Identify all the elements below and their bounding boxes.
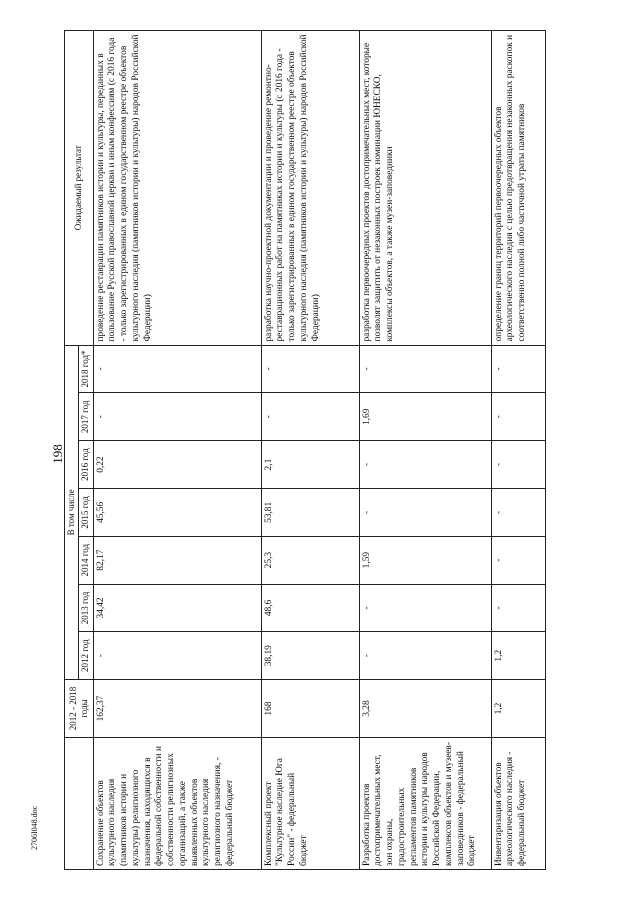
row-name: Комплексный проект "Культурное наследие Юга России" - федеральный бюджет	[261, 737, 359, 869]
header-year: 2012 год	[79, 632, 93, 680]
row-value: -	[359, 441, 491, 489]
row-result: разработка первоочередных проектов достопримечательных мест, которые позволят защитить от незаконных построек номинации ЮНЕСКО, комплексы объектов, а также музеи-заповедники	[359, 31, 491, 346]
header-year: 2015 год	[79, 488, 93, 536]
header-group: В том числе	[65, 345, 79, 680]
header-year: 2016 год	[79, 441, 93, 489]
header-name-cell	[65, 737, 94, 869]
row-value: 1,69	[359, 393, 491, 441]
row-value: 38,19	[261, 632, 359, 680]
row-value: 82,17	[93, 536, 261, 584]
table-row	[359, 31, 491, 870]
row-value: -	[93, 393, 261, 441]
rotated-table-container	[64, 30, 544, 870]
row-value: -	[93, 632, 261, 680]
row-value: -	[491, 393, 545, 441]
header-result: Ожидаемый результат	[65, 31, 94, 346]
header-year: 2013 год	[79, 584, 93, 632]
row-value: -	[491, 488, 545, 536]
row-name: Инвентаризация объектов археологического наследия - федеральный бюджет	[491, 737, 545, 869]
row-total: 1,2	[491, 680, 545, 738]
row-value: 2,1	[261, 441, 359, 489]
row-value: -	[359, 632, 491, 680]
row-value: -	[93, 345, 261, 393]
table-row	[261, 31, 359, 870]
header-total: 2012 - 2018 годы	[65, 680, 94, 738]
row-result: определение границ территорий первоочередных объектов археологического наследия с целью предотвращения незаконных раскопок и соответственно полной либо частичной утраты памятников	[491, 31, 545, 346]
footer-doc-code: 2706I048.doc	[30, 805, 39, 850]
row-value: -	[491, 536, 545, 584]
row-value: -	[359, 584, 491, 632]
row-value: -	[359, 488, 491, 536]
header-row-1	[65, 31, 79, 870]
row-result: проведение реставрации памятников истории и культуры, переданных в пользование Русской православной церкви и иным конфессиям (с 2016 года - только зарегистрированных в едином государственном реестре объектов культурного наследия (памятников истории и культуры) народов Российской Федерации)	[93, 31, 261, 346]
row-result: разработка научно-проектной документации и проведение ремонтно-реставрационных работ на памятниках истории и культуры (с 2016 года - только зарегистрированных в едином государственном реестре объектов культурного наследия (памятников истории и культуры) народов Российской Федерации)	[261, 31, 359, 346]
row-value: 1,59	[359, 536, 491, 584]
header-year: 2014 год	[79, 536, 93, 584]
header-year: 2018 год*	[79, 345, 93, 393]
program-table	[64, 30, 546, 870]
header-year: 2017 год	[79, 393, 93, 441]
row-value: -	[261, 393, 359, 441]
row-total: 162,37	[93, 680, 261, 738]
row-value: 45,56	[93, 488, 261, 536]
row-value: -	[359, 345, 491, 393]
row-value: 25,3	[261, 536, 359, 584]
page-number: 198	[49, 444, 65, 464]
row-total: 3,28	[359, 680, 491, 738]
row-value: 1,2	[491, 632, 545, 680]
row-value: 53,81	[261, 488, 359, 536]
row-name: Сохранение объектов культурного наследия (памятников истории и культуры) религиозного назначения, находящихся в федеральной собственности и собственности религиозных организаций, а также выявленных объектов культурного наследия религиозного назначения, - федеральный бюджет	[93, 737, 261, 869]
row-value: -	[261, 345, 359, 393]
row-value: -	[491, 345, 545, 393]
table-row	[491, 31, 545, 870]
row-value: 0,22	[93, 441, 261, 489]
table-row	[93, 31, 261, 870]
row-value: 34,42	[93, 584, 261, 632]
row-total: 168	[261, 680, 359, 738]
row-value: 48,6	[261, 584, 359, 632]
row-name: Разработка проектов достопримечательных мест, зон охраны, градостроительных регламентов памятников истории и культуры народов Российской Федерации, комплексов объектов и музеев-заповедников - федеральный бюджет	[359, 737, 491, 869]
row-value: -	[491, 441, 545, 489]
row-value: -	[491, 584, 545, 632]
